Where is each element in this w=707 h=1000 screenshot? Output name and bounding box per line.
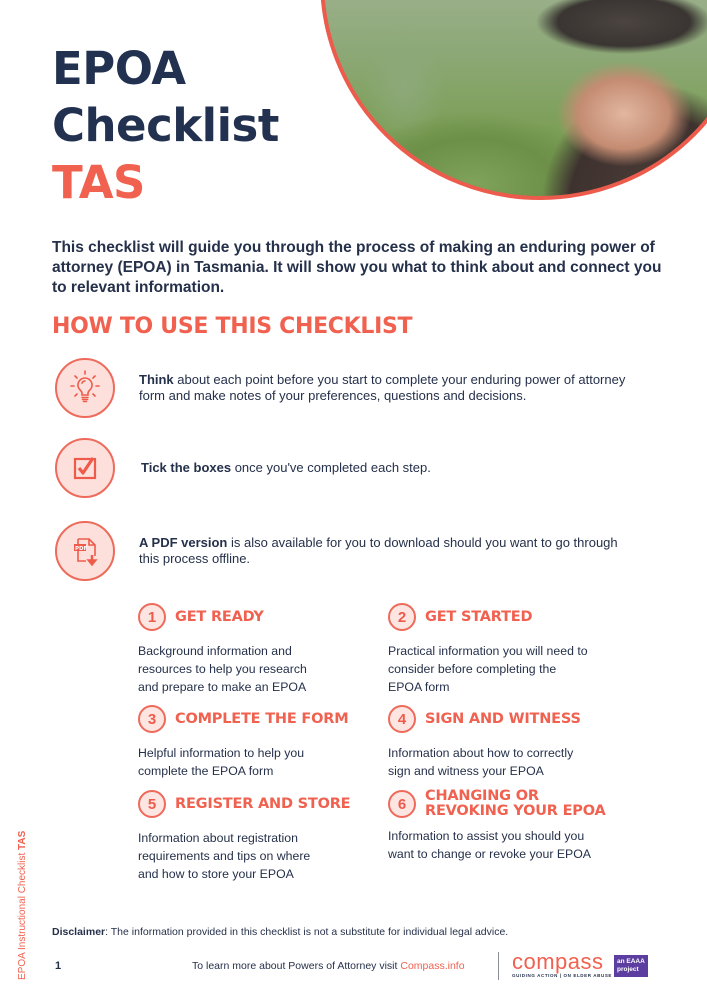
svg-text:PDF: PDF: [75, 546, 88, 552]
step-number-badge: 1: [138, 603, 166, 631]
compass-logo[interactable]: [512, 949, 613, 978]
lightbulb-icon: [55, 358, 115, 418]
how-to-heading: HOW TO USE THIS CHECKLIST: [52, 314, 413, 339]
step-title: CHANGING OR REVOKING YOUR EPOA: [425, 788, 606, 819]
page-number: 1: [55, 960, 62, 972]
title-line-state: TAS: [52, 156, 145, 209]
eaaa-project-badge: an EAAA project: [614, 955, 648, 977]
step-title: SIGN AND WITNESS: [425, 710, 581, 727]
howto-item-pdf: [55, 521, 639, 581]
howto-item-think: [55, 358, 639, 418]
howto-item-tick: [55, 438, 641, 498]
step-changing-revoking[interactable]: [388, 787, 628, 863]
step-number-badge: 5: [138, 790, 166, 818]
hero-photo: [320, 0, 707, 200]
step-sign-witness[interactable]: [388, 702, 628, 780]
step-title: REGISTER AND STORE: [175, 795, 351, 812]
step-number-badge: 2: [388, 603, 416, 631]
title-line-checklist: Checklist: [52, 99, 279, 152]
step-description: Practical information you will need to consider before completing the EPOA form: [388, 644, 588, 694]
howto-text: Think about each point before you start to complete your enduring power of attorney form and make notes of your preferences, questions and decisions.: [139, 372, 626, 403]
step-complete-form[interactable]: [138, 702, 378, 780]
step-description: Information about registration requirements and tips on where and how to store your EPOA: [138, 831, 311, 881]
step-description: Information about how to correctly sign and witness your EPOA: [388, 746, 574, 778]
footer-text: To learn more about Powers of Attorney visit Compass.info: [192, 960, 465, 972]
logo-wordmark: compass: [512, 949, 604, 974]
title-line-epoa: EPOA: [52, 42, 186, 95]
step-title: COMPLETE THE FORM: [175, 710, 349, 727]
step-title: GET READY: [175, 608, 264, 625]
logo-tagline: GUIDING ACTION | ON ELDER ABUSE: [512, 973, 613, 978]
compass-link[interactable]: Compass.info: [400, 960, 465, 972]
step-title: GET STARTED: [425, 608, 533, 625]
step-get-ready[interactable]: [138, 600, 378, 696]
step-register-store[interactable]: [138, 787, 378, 883]
checkbox-icon: [55, 438, 115, 498]
howto-text: Tick the boxes once you've completed each step.: [141, 460, 431, 475]
step-number-badge: 4: [388, 705, 416, 733]
step-number-badge: 3: [138, 705, 166, 733]
step-description: Information to assist you should you want to change or revoke your EPOA: [388, 829, 592, 861]
step-get-started[interactable]: [388, 600, 628, 696]
step-description: Helpful information to help you complete the EPOA form: [138, 746, 305, 778]
footer-divider: [498, 952, 499, 980]
intro-paragraph: This checklist will guide you through the process of making an enduring power of attorney (EPOA) in Tasmania. It will show you what to think about and connect you to relevant information.: [52, 239, 662, 296]
step-description: Background information and resources to help you research and prepare to make an EPOA: [138, 644, 307, 694]
page-title: [52, 40, 279, 211]
disclaimer: Disclaimer: The information provided in this checklist is not a substitute for individual legal advice.: [52, 926, 509, 938]
howto-text: A PDF version is also available for you to download should you want to go through this process offline.: [139, 535, 618, 566]
side-document-label: EPOA Instructional Checklist TAS: [17, 830, 28, 980]
pdf-download-icon: [55, 521, 115, 581]
step-number-badge: 6: [388, 790, 416, 818]
